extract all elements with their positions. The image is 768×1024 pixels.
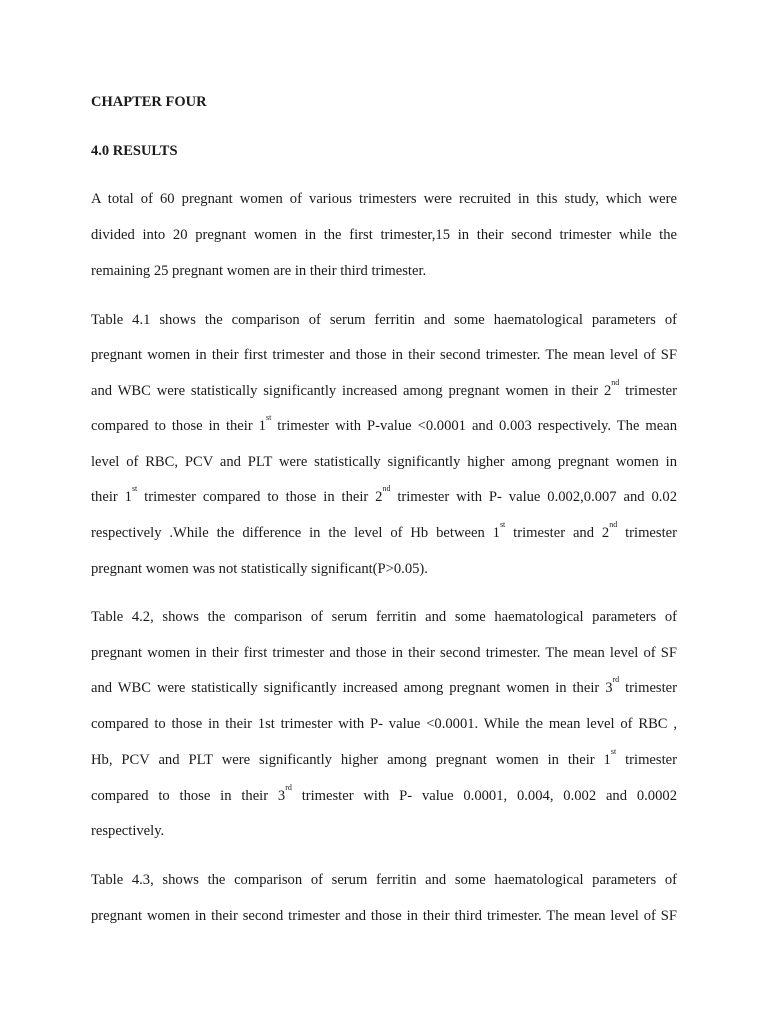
text-line: Table 4.1 shows the comparison of serum ferritin and some haematological parameters of: [91, 312, 677, 328]
ordinal-sup: st: [131, 484, 138, 493]
section-title: 4.0 RESULTS: [91, 143, 178, 159]
ordinal-sup: nd: [611, 378, 620, 387]
ordinal-sup: nd: [382, 484, 391, 493]
text-line: remaining 25 pregnant women are in their third trimester.: [91, 263, 427, 279]
ordinal-sup: st: [265, 413, 272, 422]
text-line: divided into 20 pregnant women in the first trimester,15 in their second trimester while the: [91, 227, 677, 243]
text-line: Table 4.3, shows the comparison of serum ferritin and some haematological parameters of: [91, 872, 677, 888]
text-line: Table 4.2, shows the comparison of serum ferritin and some haematological parameters of: [91, 609, 677, 625]
ordinal-sup: rd: [285, 783, 292, 792]
text-line: level of RBC, PCV and PLT were statistically significantly higher among pregnant women in: [91, 454, 677, 470]
text-line: compared to those in their 1st trimester with P-value <0.0001 and 0.003 respectively. The mean: [91, 413, 677, 434]
text-line: and WBC were statistically significantly increased among pregnant women in their 3rd trimester: [91, 675, 677, 696]
text-line: their 1st trimester compared to those in their 2nd trimester with P- value 0.002,0.007 and 0.02: [91, 484, 677, 505]
text-line: pregnant women in their first trimester and those in their second trimester. The mean level of SF: [91, 347, 677, 363]
text-line: respectively.: [91, 823, 165, 839]
chapter-title: CHAPTER FOUR: [91, 94, 207, 110]
ordinal-sup: rd: [612, 675, 620, 684]
ordinal-sup: st: [499, 520, 506, 529]
text-line: pregnant women in their second trimester and those in their third trimester. The mean level of SF: [91, 908, 677, 924]
text-line: respectively .While the difference in the level of Hb between 1st trimester and 2nd trimester: [91, 520, 677, 541]
text-line: Hb, PCV and PLT were significantly higher among pregnant women in their 1st trimester: [91, 747, 677, 768]
ordinal-sup: st: [610, 747, 617, 756]
text-line: pregnant women in their first trimester and those in their second trimester. The mean level of SF: [91, 645, 677, 661]
text-line: compared to those in their 1st trimester with P- value <0.0001. While the mean level of RBC ,: [91, 716, 677, 732]
text-line: A total of 60 pregnant women of various trimesters were recruited in this study, which were: [91, 191, 677, 207]
text-line: and WBC were statistically significantly increased among pregnant women in their 2nd trimester: [91, 378, 677, 399]
text-line: compared to those in their 3rd trimester with P- value 0.0001, 0.004, 0.002 and 0.0002: [91, 783, 677, 804]
text-line: pregnant women was not statistically significant(P>0.05).: [91, 561, 428, 577]
ordinal-sup: nd: [609, 520, 618, 529]
